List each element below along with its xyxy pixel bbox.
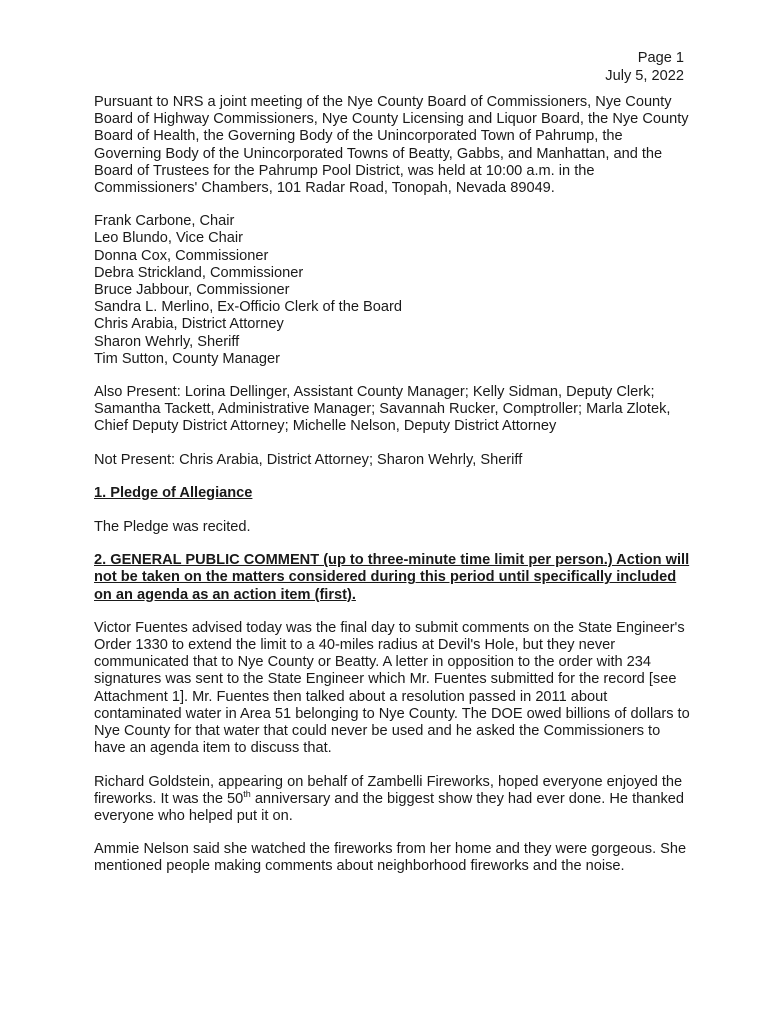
comment-text: Richard Goldstein, appearing on behalf of Zambelli Fireworks, hoped everyone enjoyed the fireworks. It was the 50: [94, 773, 683, 807]
comment-text: Victor Fuentes advised today was the final day to submit comments on the State Engineer's Order 1330 to extend the limit to a 40-miles radius at Devil's Hole, but they never communicated that to Nye County or Beatty. A letter in opposition to the order with 234 signatures was sent to the State Engineer which Mr. Fuentes submitted for the record [see Attachment 1]. Mr. Fuentes then talked about a resolution passed in 2011 about contaminated water in Area 51 belonging to Nye County. The DOE owed billions of dollars to Nye County for that water that could never be used and he asked the Commissioners to have an agenda item to discuss that.: [94, 619, 690, 757]
roster-item: Leo Blundo, Vice Chair: [94, 230, 244, 247]
intro-paragraph: Pursuant to NRS a joint meeting of the Nye County Board of Commissioners, Nye County Board of Highway Commissioners, Nye County Licensing and Liquor Board, the Nye County Board of Health, the Governing Body of the Unincorporated Town of Pahrump, the Governing Body of the Unincorporated Towns of Beatty, Gabbs, and Manhattan, and the Board of Trustees for the Pahrump Pool District, was held at 10:00 a.m. in the Commissioners' Chambers, 101 Radar Road, Tonopah, Nevada 89049.: [94, 94, 689, 197]
roster-item: Debra Strickland, Commissioner: [94, 264, 304, 281]
public-comment-paragraph: [94, 841, 694, 875]
roster-item: Donna Cox, Commissioner: [94, 247, 269, 264]
roster-item: Tim Sutton, County Manager: [94, 350, 281, 367]
comment-text: Ammie Nelson said she watched the fireworks from her home and they were gorgeous. She mentioned people making comments about neighborhood fireworks and the noise.: [94, 841, 687, 875]
roster-item: Frank Carbone, Chair: [94, 213, 235, 230]
comment-text: anniversary and the biggest show they had ever done. He thanked everyone who helped put it on.: [94, 790, 684, 824]
roster-item: Sharon Wehrly, Sheriff: [94, 333, 240, 350]
public-comment-paragraph: [94, 620, 694, 758]
page-number: Page 1: [637, 50, 684, 66]
ordinal-suffix: th: [243, 788, 251, 799]
roster-item: Chris Arabia, District Attorney: [94, 316, 284, 333]
section-1-body: The Pledge was recited.: [94, 519, 251, 536]
meeting-date: July 5, 2022: [605, 67, 684, 84]
attendee-roster: [94, 213, 694, 368]
not-present-paragraph: Not Present: Chris Arabia, District Attorney; Sharon Wehrly, Sheriff: [94, 451, 523, 468]
document-body: [94, 94, 694, 892]
roster-item: Bruce Jabbour, Commissioner: [94, 282, 290, 299]
section-1-heading: 1. Pledge of Allegiance: [94, 484, 253, 501]
section-2-heading: 2. GENERAL PUBLIC COMMENT (up to three-minute time limit per person.) Action will not be taken on the matters considered during this period until specifically included on an agenda as an action item (first).: [94, 552, 690, 603]
roster-item: Sandra L. Merlino, Ex-Officio Clerk of the Board: [94, 299, 402, 316]
public-comment-paragraph: [94, 774, 694, 826]
also-present-paragraph: Also Present: Lorina Dellinger, Assistant County Manager; Kelly Sidman, Deputy Clerk; Samantha Tackett, Administrative Manager; Savannah Rucker, Comptroller; Marla Zlotek, Chief Deputy District Attorney; Michelle Nelson, Deputy District Attorney: [94, 384, 671, 435]
page-header: [605, 50, 684, 85]
